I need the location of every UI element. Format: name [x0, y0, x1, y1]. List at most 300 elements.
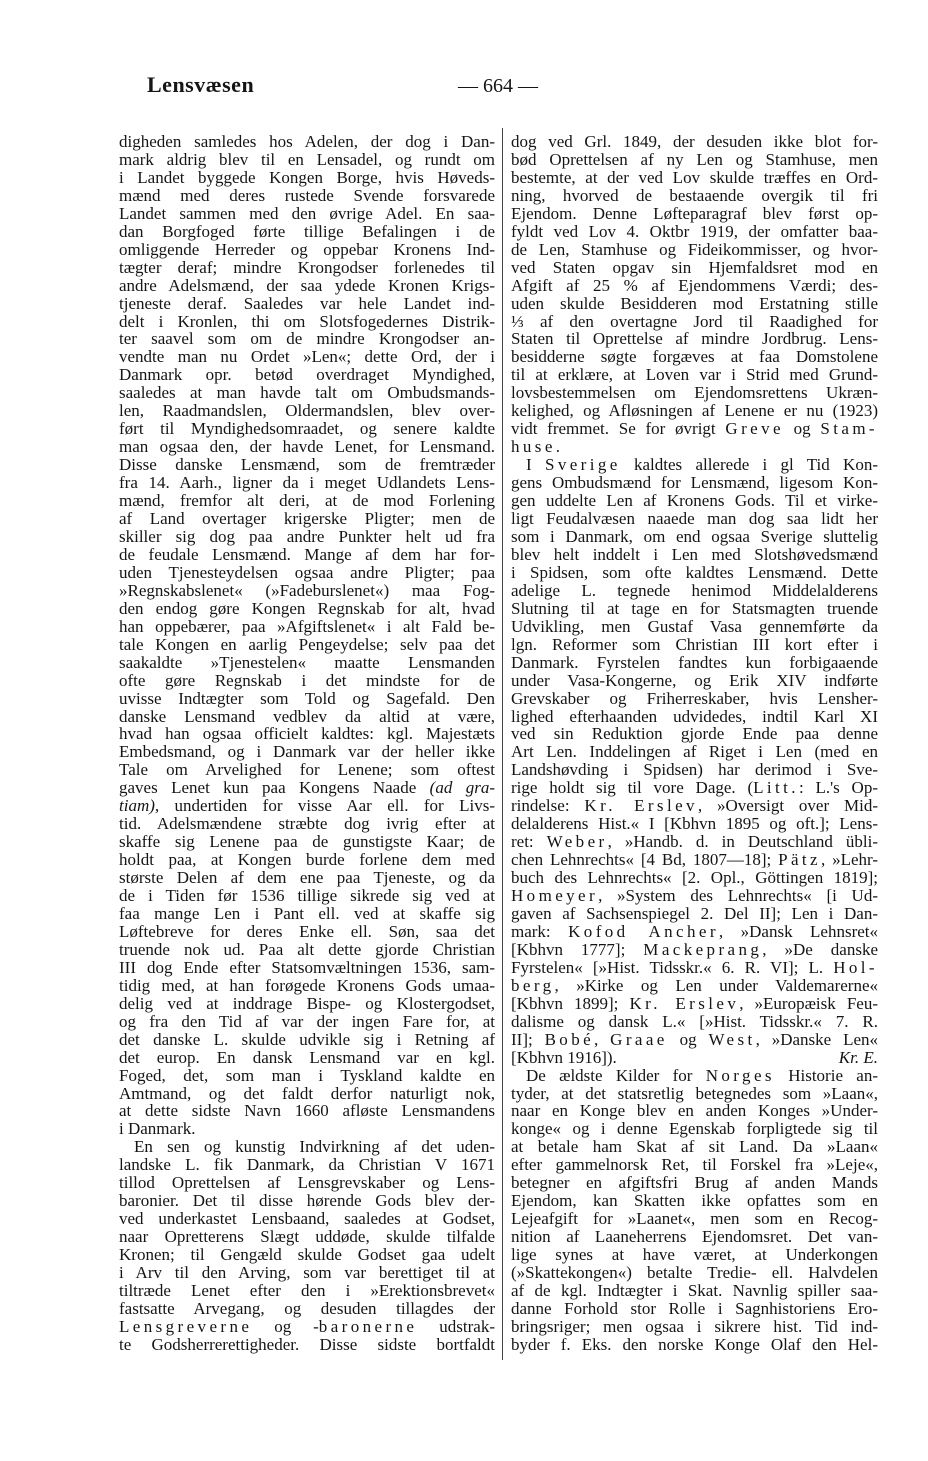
text-run: gen uddelte Len af Kronens Gods. Til et virke- [511, 491, 878, 511]
text-line [511, 546, 878, 564]
text-run: mark aldrig blev til en Lensadel, og rundt om [119, 149, 495, 169]
text-run: ofte gøre Regnskab i det mindste for de [119, 670, 495, 690]
text-line [119, 151, 495, 169]
text-run: rige holdt sig til vore Dage. ( [511, 778, 754, 798]
text-line [119, 582, 495, 600]
spaced-text: Kofod Ancher [568, 921, 719, 941]
text-line [511, 851, 878, 869]
text-run: Kronen; til Gengæld skulde Godset gaa udelt [119, 1245, 495, 1265]
text-run: delig ved at inddrage Bispe- og Klostergodset, [119, 993, 495, 1013]
text-line [119, 510, 495, 528]
text-line [511, 384, 878, 402]
text-line [119, 1138, 495, 1156]
text-run: de Len, Stamhuse og Fideikommisser, og hvor- [511, 239, 878, 259]
text-line [511, 223, 878, 241]
text-run: naar Opretterens Slægt uddøde, skulde tilfalde [119, 1227, 495, 1247]
text-line [119, 564, 495, 582]
text-line [119, 1228, 495, 1246]
spaced-text: Pätz [778, 850, 821, 870]
text-line [511, 690, 878, 708]
text-line [119, 187, 495, 205]
text-run: »Regnskabslenet« (»Fadeburslenet«) maa Fog- [119, 580, 495, 600]
text-line [511, 313, 878, 331]
spaced-text: Greve [725, 419, 784, 439]
text-run: ter saavel som om de mindre Krongodser an- [119, 329, 495, 349]
text-run: i Landet byggede Kongen Borge, hvis Høveds- [119, 167, 495, 187]
text-line [119, 887, 495, 905]
text-line [511, 259, 878, 277]
text-line [511, 402, 878, 420]
text-line [511, 815, 878, 833]
spaced-text: Sverige [544, 455, 621, 475]
paragraph [511, 1067, 878, 1354]
text-run: uden skulde Besidderen mod Erstatning stille [511, 293, 878, 313]
text-line [511, 636, 878, 654]
paragraph [119, 133, 495, 1138]
text-line [119, 438, 495, 456]
text-line [119, 528, 495, 546]
text-run: Slutning til at tage en for Statsmagten truende [511, 598, 878, 618]
text-run: [Kbhvn 1899]; [511, 993, 630, 1013]
text-run: ning, hvorved de bestaaende overgik til fri [511, 185, 878, 205]
text-line [119, 1210, 495, 1228]
text-run: besidderne søgte forgæves at faa Domstolene [511, 347, 878, 367]
text-run: dalisme og dansk L.« [»Hist. Tidsskr.« 7. R. [511, 1011, 878, 1031]
text-run: lovsbestemmelsen om Ejendomsrettens Ukræn- [511, 383, 878, 403]
column-divider [502, 128, 503, 1360]
text-line [119, 779, 495, 797]
text-line [511, 833, 878, 851]
text-line [511, 977, 878, 995]
text-run: Landshøvding i Spidsen) har derimod i Sve- [511, 760, 878, 780]
text-run: efter gammelnorsk Ret, til Forskel fra »Leje«, [511, 1155, 878, 1175]
text-run: under Vasa-Kongerne, og Erik XIV indførte [511, 670, 878, 690]
text-line [119, 654, 495, 672]
running-head: Lensvæsen [147, 72, 255, 97]
text-line [511, 582, 878, 600]
text-run: bød Oprettelsen af ny Len og Stamhuse, men [511, 149, 878, 169]
text-run: i Spidsen, som ofte kaldtes Lensmænd. Dette [511, 562, 878, 582]
text-run: Danmark. Fyrstelen fandtes kun forbigaaende [511, 652, 878, 672]
text-line [119, 1192, 495, 1210]
text-line [511, 330, 878, 348]
text-line [511, 600, 878, 618]
text-run: største Delen af dem ene paa Tjeneste, og da [119, 868, 495, 888]
text-run: . [555, 437, 561, 457]
author-signature: Kr. E. [838, 1047, 878, 1067]
text-run: Tale om Arvelighed for Lenene; som oftest [119, 760, 495, 780]
paragraph [119, 1138, 495, 1353]
text-line [511, 1013, 878, 1031]
text-line [511, 510, 878, 528]
italic-text: (ad gra- [429, 778, 495, 798]
text-run: , »Europæisk Feu- [739, 993, 878, 1013]
text-line [511, 564, 878, 582]
text-run: dan Borgfoged førte tillige Befalingen i de [119, 221, 495, 241]
text-run: danne Forhold stor Rolle i Sagnhistoriens Ero- [511, 1298, 878, 1318]
text-line [511, 1085, 878, 1103]
text-line [119, 1300, 495, 1318]
text-line [511, 492, 878, 510]
text-run: skiller sig dog paa andre Punkter helt ud fra [119, 526, 495, 546]
text-line [511, 761, 878, 779]
text-line [511, 1049, 878, 1067]
text-run: tægter deraf; mindre Krongodser forlenedes til [119, 257, 495, 277]
text-line [119, 1120, 495, 1138]
text-line [119, 330, 495, 348]
text-run: tidig med, at han forøgede Kronens Gods umaa- [119, 975, 495, 995]
spaced-text: Homeyer [511, 886, 599, 906]
text-run: truende nok ud. Paa alt dette gjorde Christian [119, 939, 495, 959]
text-line [119, 905, 495, 923]
text-run: og [667, 1029, 709, 1049]
text-line [119, 797, 495, 815]
text-run: omliggende Herreder og oppebar Kronens Ind- [119, 239, 495, 259]
text-line [511, 923, 878, 941]
text-run: lighed efterhaanden udvidedes, indtil Karl XI [511, 706, 878, 726]
text-line [119, 815, 495, 833]
text-run: Fyrstelen« [»Hist. Tidsskr.« 6. R. VI]; L. [511, 957, 834, 977]
text-run: gaves Lenet kun paa Kongens Naade [119, 778, 430, 798]
text-run: fra 14. Aarh., ligner da i meget Udlandets Lens- [119, 473, 495, 493]
text-run: han oppebærer, paa »Afgiftslenet« i alt Fald be- [119, 616, 495, 636]
text-run: Disse danske Lensmænd, som de fremtræder [119, 455, 495, 475]
text-run: , »Oversigt over Mid- [697, 796, 878, 816]
spaced-text: Bobé [544, 1029, 595, 1049]
text-run: at dette sidste Navn 1660 afløste Lensmandens [119, 1101, 495, 1121]
text-line [511, 438, 878, 456]
text-line [119, 1067, 495, 1085]
text-run: Embedsmand, og i Danmark var der heller ikke [119, 742, 495, 762]
text-line [511, 869, 878, 887]
text-line [119, 223, 495, 241]
text-line [119, 1246, 495, 1264]
text-line [511, 797, 878, 815]
text-line [511, 277, 878, 295]
spaced-text: Weber [546, 832, 608, 852]
text-run: gens Ombudsmænd for Lensmænd, ligesom Kon- [511, 473, 878, 493]
text-line [119, 851, 495, 869]
spaced-text: berg [511, 975, 555, 995]
text-run: , »Kirke og Len under Valdemarerne« [554, 975, 878, 995]
spaced-text: Hol- [833, 957, 878, 977]
text-line [119, 384, 495, 402]
italic-text: tiam) [119, 796, 155, 816]
text-run: Foged, det, som man i Tyskland kaldte en [119, 1065, 495, 1085]
text-line [119, 205, 495, 223]
text-line [511, 743, 878, 761]
spaced-text: huse [511, 437, 556, 457]
spaced-text: Mackeprang [643, 939, 763, 959]
text-run: Ejendom, kan Skatten ikke opfattes som en [511, 1191, 878, 1211]
text-line [511, 241, 878, 259]
text-line [511, 725, 878, 743]
text-line [119, 690, 495, 708]
text-line [511, 1264, 878, 1282]
text-line [119, 402, 495, 420]
text-run: uden Tjenesteydelsen ogsaa andre Pligter; paa [119, 562, 495, 582]
text-run: landske L. fik Danmark, da Christian V 1671 [119, 1155, 495, 1175]
text-line [511, 1156, 878, 1174]
text-run: ved underkastet Lensbaand, saaledes at Godset, [119, 1209, 495, 1229]
text-run: kelighed, og Afløsningen af Lenene er nu (1923) [511, 401, 878, 421]
text-line [511, 1318, 878, 1336]
text-run: , »Danske Len« [755, 1029, 878, 1049]
text-run: den endog gøre Kongen Regnskab for alt, hvad [119, 598, 495, 618]
text-run: nition af Laaneherrens Ejendomsret. Det van- [511, 1227, 878, 1247]
text-run: hvad han ogsaa officielt kaldtes: kgl. Majestæts [119, 724, 495, 744]
text-run: I [526, 455, 545, 475]
right-column [511, 133, 878, 1354]
left-column [119, 133, 495, 1354]
text-line [511, 995, 878, 1013]
text-run: vendte man nu Ordet »Len«; dette Ord, der i [119, 347, 495, 367]
text-line [511, 187, 878, 205]
text-run: ret: [511, 832, 547, 852]
text-line [119, 133, 495, 151]
text-line [511, 1031, 878, 1049]
text-run: digheden samledes hos Adelen, der dog i Dan- [119, 132, 495, 151]
text-line [119, 959, 495, 977]
text-line [119, 618, 495, 636]
text-run: andre Adelsmænd, der saa ydede Kronen Krigs- [119, 275, 495, 295]
text-line [119, 348, 495, 366]
text-run: len, Raadmandslen, Oldermandslen, blev over- [119, 401, 495, 421]
text-line [511, 708, 878, 726]
text-line [119, 277, 495, 295]
text-run: [Kbhvn 1777]; [511, 939, 644, 959]
text-run: tillod Oprettelsen af Lensgrevskaber og Lens- [119, 1173, 495, 1193]
text-line [119, 636, 495, 654]
text-run: Amtmand, og det faldt derfor naturligt nok, [119, 1083, 495, 1103]
text-line [119, 313, 495, 331]
text-line [119, 869, 495, 887]
text-run: det danske L. skulde udvikle sig i Retning af [119, 1029, 495, 1049]
spaced-text: Kr. Erslev [584, 796, 698, 816]
text-run: bringsriger; men ogsaa i sikrere hist. Tid ind- [511, 1316, 878, 1336]
text-run: saaledes at man havde talt om Ombudsmands- [119, 383, 495, 403]
text-line [119, 833, 495, 851]
spaced-text: Litt. [753, 778, 799, 798]
text-run: , [594, 1029, 611, 1049]
text-run: uvisse Indtægter som Told og Sagefald. Den [119, 688, 495, 708]
text-line [119, 456, 495, 474]
text-run: faa mange Len i Pant ell. ved at skaffe sig [119, 903, 495, 923]
text-run: fastsatte Arvegang, og desuden tillagdes der [119, 1298, 495, 1318]
text-line [119, 1049, 495, 1067]
text-run: Afgift af 25 % af Ejendommens Værdi; des- [511, 275, 878, 295]
text-run: , »System des Lehnrechts« [i Ud- [598, 886, 878, 906]
text-run: Landet sammen med den øvrige Adel. En saa- [119, 203, 495, 223]
text-line [119, 1031, 495, 1049]
spaced-text: Graae [610, 1029, 668, 1049]
text-line [119, 1282, 495, 1300]
text-line [119, 977, 495, 995]
text-line [511, 528, 878, 546]
text-line [511, 133, 878, 151]
text-run: , »Dansk Lehnsret« [718, 921, 878, 941]
text-line [119, 743, 495, 761]
text-run: og [783, 419, 821, 439]
text-line [511, 779, 878, 797]
text-line [119, 259, 495, 277]
text-run: vidt fremmet. Se for øvrigt [511, 419, 726, 439]
text-run: tyder, at det statsretlig betegnedes som »Laan«, [511, 1083, 878, 1103]
text-line [511, 295, 878, 313]
text-run: ved Staten opgav sin Hjemfaldsret mod en [511, 257, 878, 277]
text-line [511, 1174, 878, 1192]
text-line [511, 1300, 878, 1318]
text-run: skaffe sig Lenene paa de gunstigste Kaar; de [119, 832, 495, 852]
text-line [511, 1210, 878, 1228]
text-run: adelige L. tegnede henimod Middelalderens [511, 580, 878, 600]
text-run: tjeneste deraf. Saaledes var hele Landet ind- [119, 293, 495, 313]
text-run: , »Handb. d. in Deutschland übli- [607, 832, 878, 852]
text-line [511, 1067, 878, 1085]
text-line [119, 1156, 495, 1174]
text-line [511, 618, 878, 636]
text-line [119, 295, 495, 313]
text-line [511, 1138, 878, 1156]
text-line [511, 1192, 878, 1210]
text-line [119, 546, 495, 564]
text-run: at betale ham Skat af sit Land. Da »Laan« [511, 1137, 878, 1157]
text-run: betegner en afgiftsfri Brug af anden Mands [511, 1173, 878, 1193]
paragraph [511, 456, 878, 1066]
text-run: mænd med deres rustede Svende forsvarede [119, 185, 495, 205]
text-line [119, 923, 495, 941]
text-line [119, 600, 495, 618]
spaced-text: West [708, 1029, 756, 1049]
text-run: : L.'s Op- [798, 778, 878, 798]
text-run: Art Len. Inddelingen af Riget i Len (med en [511, 742, 878, 762]
text-run: til at erklære, at Loven var i Strid med Grund- [511, 365, 878, 385]
text-run: baronier. Det til disse hørende Gods blev der- [119, 1191, 495, 1211]
spaced-text: baronerne [318, 1316, 418, 1336]
text-run: En sen og kunstig Indvirkning af det uden- [134, 1137, 495, 1157]
text-run: lgn. Reformer som Christian III kort efter i [511, 634, 878, 654]
spaced-text: Lensgreverne [119, 1316, 253, 1336]
text-run: gaven af Sachsenspiegel 2. Del II]; Len i Dan- [511, 903, 878, 923]
text-run: bestemte, at der ved Lov skulde træffes en Ord- [511, 167, 878, 187]
text-run: delt i Kronlen, thi om Slotsfogedernes Distrik- [119, 311, 495, 331]
text-run: og fra den Tid af var der ingen Fare for, at [119, 1011, 495, 1031]
page-number: — 664 — [458, 75, 538, 97]
text-line [119, 241, 495, 259]
text-line [511, 348, 878, 366]
text-run: Udvikling, men Gustaf Vasa gennemførte da [511, 616, 878, 636]
text-run: tid. Adelsmændene stræbte dog ivrig efter at [119, 814, 495, 834]
text-run: fyldt ved Lov 4. Oktbr 1919, der omfatter baa- [511, 221, 878, 241]
text-run: Historie an- [774, 1065, 878, 1085]
text-line [119, 941, 495, 959]
text-line [119, 761, 495, 779]
text-line [511, 474, 878, 492]
text-run: ligt Feudalvæsen naaede man dog saa lidt her [511, 509, 878, 529]
text-run: af de kgl. Indtægter i Skat. Navnlig spiller saa- [511, 1281, 878, 1300]
paragraph [511, 133, 878, 456]
text-run: (»Skattekongen«) betalte Tredie- ell. Halvdelen [511, 1263, 878, 1283]
text-line [511, 672, 878, 690]
text-run: delalderens Hist.« I [Kbhvn 1895 og oft.]; Lens- [511, 814, 878, 834]
text-line [119, 1336, 495, 1354]
text-run: udstrak- [417, 1316, 495, 1336]
text-run: ⅓ af den overtagne Jord til Raadighed for [511, 311, 878, 331]
text-run: te Godsherrerettigheder. Disse sidste bortfaldt [119, 1334, 495, 1354]
text-line [119, 1174, 495, 1192]
text-line [511, 1102, 878, 1120]
text-run: holdt paa, at Kongen burde forlene dem med [119, 850, 495, 870]
text-run: III dog Ende efter Statsomvæltningen 1536, sam- [119, 957, 495, 977]
text-run: [Kbhvn 1916]). [511, 1047, 617, 1067]
text-run: konge« og i denne Egenskab forpligtede sig til [511, 1119, 878, 1139]
text-run: II]; [511, 1029, 545, 1049]
text-line [119, 708, 495, 726]
text-run: lige synes at have været, at Underkongen [511, 1245, 878, 1265]
text-line [511, 887, 878, 905]
text-run: man ogsaa den, der havde Lenet, for Lensmand. [119, 437, 495, 457]
text-line [119, 420, 495, 438]
text-run: mænd, fremfor alt deri, at de mod Forlening [119, 491, 495, 511]
text-line [119, 366, 495, 384]
text-line [511, 941, 878, 959]
text-run: Danmark opr. betød overdraget Myndighed, [119, 365, 495, 385]
text-run: ved sin Reduktion gjorde Ende paa denne [511, 724, 878, 744]
text-line [511, 1228, 878, 1246]
text-line [511, 151, 878, 169]
text-run: i Danmark. [119, 1119, 196, 1139]
text-run: Løftebreve for deres Enke ell. Søn, saa det [119, 921, 495, 941]
text-line [119, 995, 495, 1013]
text-line [119, 1102, 495, 1120]
text-line [511, 1120, 878, 1138]
text-line [119, 492, 495, 510]
text-run: ført til Myndighedsomraadet, og senere kaldte [119, 419, 495, 439]
spaced-text: Stam- [820, 419, 878, 439]
text-run: naar en Konge blev en anden Konges »Under- [511, 1101, 878, 1121]
text-run: dog ved Grl. 1849, der desuden ikke blot for- [511, 132, 878, 151]
text-line [119, 1085, 495, 1103]
text-run: blev helt inddelt i Len med Slotshøvedsmænd [511, 544, 878, 564]
text-run: som i Danmark, om end ogsaa Sverige sluttelig [511, 526, 878, 546]
text-line [119, 1013, 495, 1031]
text-line [511, 420, 878, 438]
text-run: De ældste Kilder for [526, 1065, 706, 1085]
text-line [119, 725, 495, 743]
text-run: chen Lehnrechts« [4 Bd, 1807—18]; [511, 850, 779, 870]
text-run: , »Lehr- [820, 850, 878, 870]
text-run: Ejendom. Denne Løfteparagraf blev først op- [511, 203, 878, 223]
text-run: byder f. Eks. den norske Konge Olaf den Hel- [511, 1334, 878, 1354]
spaced-text: Norges [705, 1065, 775, 1085]
spaced-text: Kr. Erslev [629, 993, 740, 1013]
text-run: saakaldte »Tjenestelen« maatte Lensmanden [119, 652, 495, 672]
text-line [511, 959, 878, 977]
text-line [511, 1336, 878, 1354]
text-run: , »De danske [762, 939, 879, 959]
text-run: de feudale Lensmænd. Mange af dem har for- [119, 544, 495, 564]
text-run: i Arv til den Arving, som var berettiget til at [119, 1263, 495, 1283]
text-run: buch des Lehnrechts« [2. Opl., Göttingen 1819]; [511, 868, 878, 888]
text-line [119, 169, 495, 187]
text-line [511, 169, 878, 187]
text-line [511, 1282, 878, 1300]
text-run: af Land overtager krigerske Pligter; men de [119, 509, 495, 529]
text-run: Staten til Oprettelse af mindre Jordbrug. Lens- [511, 329, 878, 349]
text-run: danske Lensmand vedblev da altid at være, [119, 706, 495, 726]
text-run: mark: [511, 921, 569, 941]
text-line [511, 366, 878, 384]
